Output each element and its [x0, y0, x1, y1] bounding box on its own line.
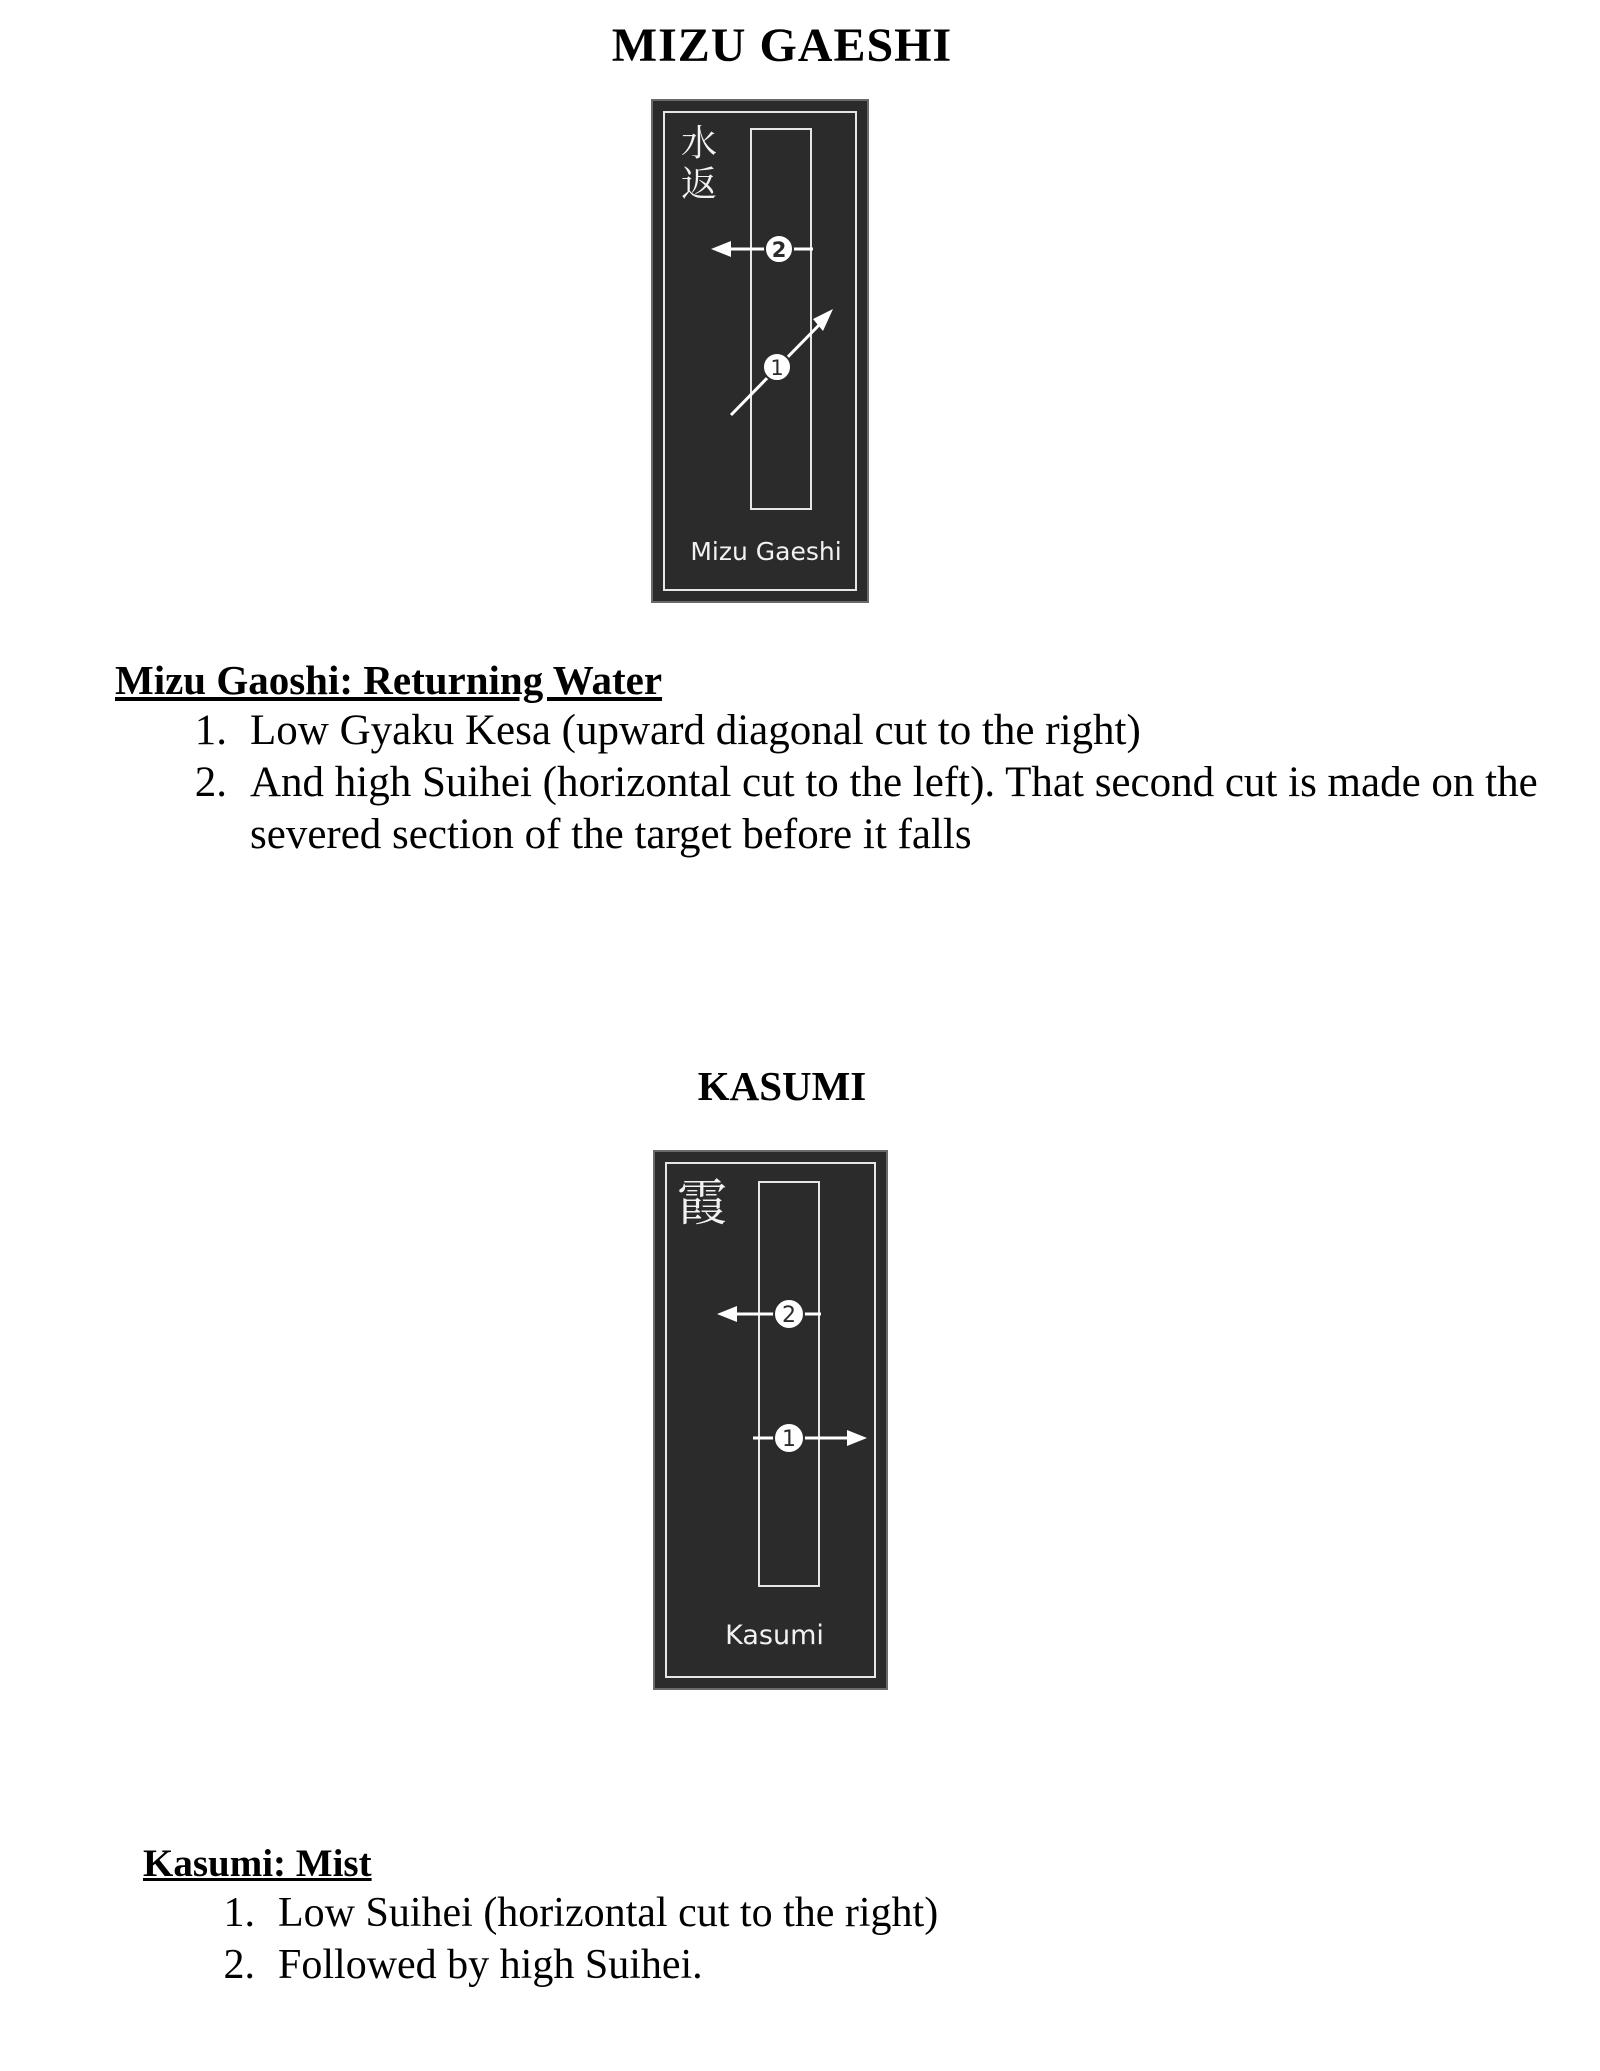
list-text: Low Suihei (horizontal cut to the right) — [278, 1890, 939, 1936]
arrow-left-icon — [717, 1306, 737, 1322]
page-title-mizu-gaeshi: MIZU GAESHI — [611, 19, 953, 72]
kasumi-diagram — [653, 1150, 888, 1690]
list-number: 1. — [194, 707, 227, 754]
list-item — [115, 757, 1565, 861]
section-heading: Kasumi: Mist — [143, 1842, 372, 1885]
arrow-right-icon — [847, 1430, 867, 1446]
list-text: Followed by high Suihei. — [278, 1942, 703, 1988]
mizu-gaeshi-description — [115, 656, 1565, 861]
kanji-label: 水返 — [681, 123, 718, 206]
cut-diagram — [655, 1152, 890, 1692]
cut-2-number: 2 — [771, 238, 787, 262]
mizu-gaeshi-diagram — [651, 99, 869, 603]
steps-list — [115, 705, 1565, 861]
list-item — [143, 1939, 1543, 1991]
target-post — [751, 129, 811, 509]
target-post — [759, 1182, 819, 1586]
cut-1-number: 1 — [782, 1427, 796, 1452]
steps-list — [143, 1887, 1543, 1991]
kanji-label: 霞 — [677, 1174, 727, 1232]
list-item — [115, 705, 1565, 757]
list-number: 2. — [223, 1942, 255, 1988]
list-text: And high Suihei (horizontal cut to the left). That second cut is made on the severed section of the target before it falls — [250, 759, 1538, 858]
cut-2-number: 2 — [782, 1303, 796, 1328]
card-caption: Kasumi — [725, 1620, 824, 1651]
list-number: 1. — [223, 1890, 255, 1936]
kasumi-description — [143, 1840, 1543, 1991]
card-caption: Mizu Gaeshi — [690, 537, 842, 566]
list-text: Low Gyaku Kesa (upward diagonal cut to the right) — [250, 707, 1141, 754]
cut-diagram — [653, 101, 871, 605]
cut-1-number: 1 — [770, 356, 784, 380]
list-number: 2. — [194, 759, 227, 806]
page-title-kasumi: KASUMI — [697, 1063, 867, 1109]
section-heading: Mizu Gaoshi: Returning Water — [115, 657, 663, 703]
list-item — [143, 1887, 1543, 1939]
arrow-left-icon — [711, 241, 731, 257]
